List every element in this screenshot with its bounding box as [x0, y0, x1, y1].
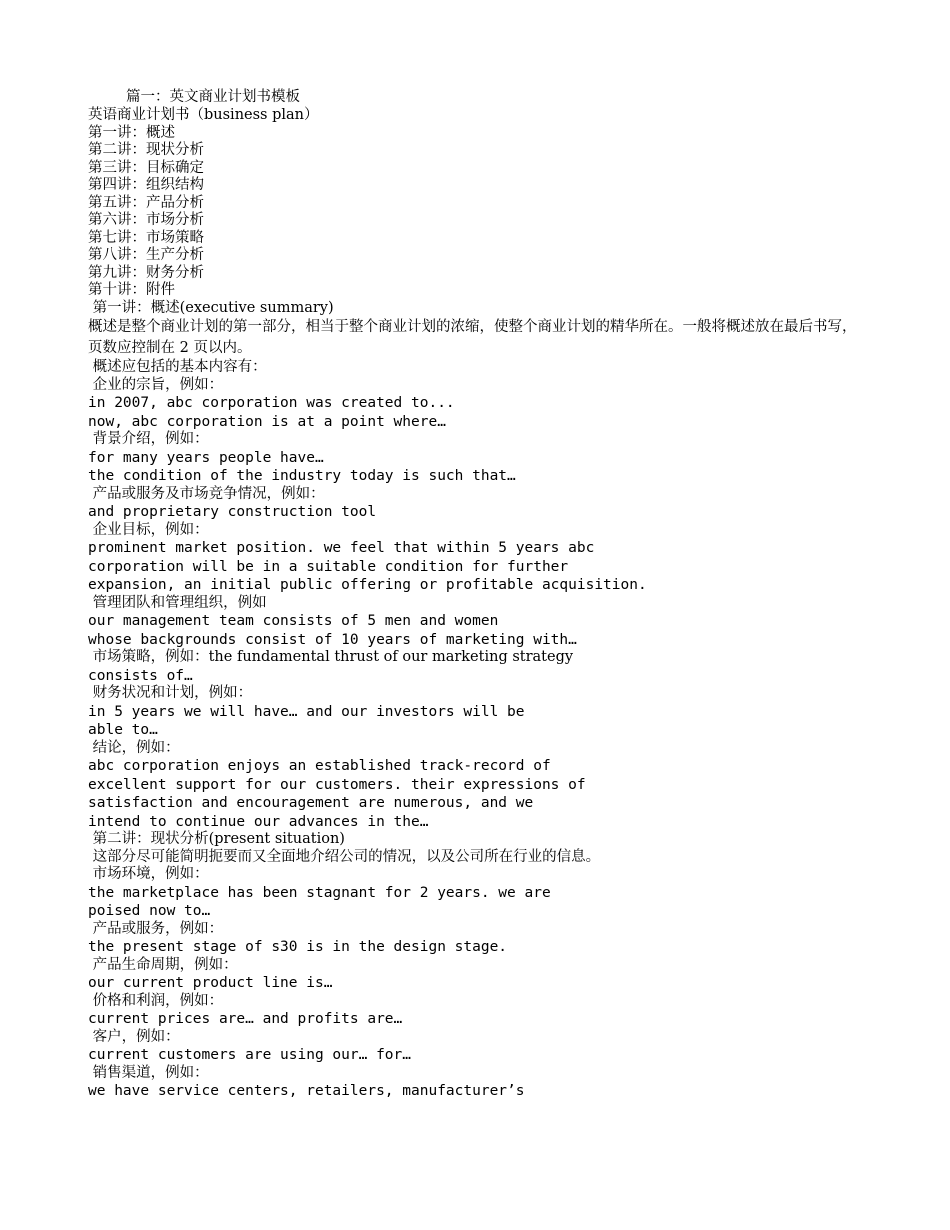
text-line: 财务状况和计划，例如： — [88, 685, 253, 701]
text-line: 第一讲：概述 — [88, 124, 175, 141]
text-line: 第二讲：现状分析 — [88, 142, 204, 158]
text-line: 第九讲：财务分析 — [88, 264, 204, 281]
text-line: 第二讲：现状分析(present situation) — [88, 831, 345, 847]
example-text-line: consists of… — [88, 667, 193, 684]
example-text-line: the present stage of s30 is in the design stage. — [88, 939, 508, 955]
example-text-line: abc corporation enjoys an established track-record of — [88, 758, 551, 774]
text-line: 产品或服务，例如： — [88, 920, 224, 937]
document-body — [88, 88, 868, 1101]
text-line: 第七讲：市场策略 — [88, 229, 204, 246]
text-line: 概述应包括的基本内容有： — [88, 359, 267, 375]
example-text-line: we have service centers, retailers, manufacturer’s — [88, 1083, 525, 1099]
text-line: 产品或服务及市场竞争情况，例如： — [88, 485, 325, 502]
example-text-line: for many years people have… — [88, 449, 324, 466]
example-text-line: corporation will be in a suitable condition for further — [88, 558, 569, 575]
example-text-line: the condition of the industry today is such that… — [88, 468, 516, 484]
example-text-line: current customers are using our… for… — [88, 1047, 412, 1063]
example-text-line: the marketplace has been stagnant for 2 years. we are — [88, 884, 551, 901]
text-line: 管理团队和管理组织，例如 — [88, 594, 267, 611]
example-text-line: whose backgrounds consist of 10 years of marketing with… — [88, 631, 577, 648]
example-text-line: satisfaction and encouragement are numerous, and we — [88, 795, 534, 811]
example-text-line: expansion, an initial public offering or profitable acquisition. — [88, 577, 647, 593]
text-line: 第四讲：组织结构 — [88, 177, 204, 193]
text-line: 市场策略，例如：the fundamental thrust of our marketing strategy — [88, 649, 574, 665]
example-text-line: in 2007, abc corporation was created to... — [88, 395, 455, 411]
document-title: 篇一：英文商业计划书模板 — [126, 89, 300, 105]
example-text-line: current prices are… and profits are… — [88, 1011, 403, 1027]
text-line: 第十讲：附件 — [88, 282, 175, 298]
example-text-line: in 5 years we will have… and our investors will be — [88, 703, 525, 720]
text-line: 第八讲：生产分析 — [88, 247, 204, 263]
example-text-line: and proprietary construction tool — [88, 504, 377, 520]
text-line: 背景介绍，例如： — [88, 431, 209, 447]
text-line: 这部分尽可能简明扼要而又全面地介绍公司的情况，以及公司所在行业的信息。 — [88, 848, 601, 865]
text-line: 概述是整个商业计划的第一部分，相当于整个商业计划的浓缩，使整个商业计划的精华所在。一般将概述放在最后书写，页数应控制在 2 页以内。 — [88, 319, 857, 356]
text-line: 客户，例如： — [88, 1028, 180, 1045]
example-text-line: able to… — [88, 722, 158, 738]
example-text-line: intend to continue our advances in the… — [88, 813, 429, 830]
text-line: 第三讲：目标确定 — [88, 159, 204, 176]
text-line: 结论，例如： — [88, 739, 180, 756]
text-line: 销售渠道，例如： — [88, 1064, 209, 1081]
text-line: 价格和利润，例如： — [88, 992, 224, 1009]
text-line: 市场环境，例如： — [88, 866, 209, 882]
example-text-line: our current product line is… — [88, 975, 333, 991]
example-text-line: now, abc corporation is at a point where… — [88, 413, 446, 430]
text-line: 第一讲：概述(executive summary) — [88, 299, 334, 316]
example-text-line: prominent market position. we feel that within 5 years abc — [88, 540, 595, 556]
text-line: 第五讲：产品分析 — [88, 194, 204, 211]
example-text-line: our management team consists of 5 men and women — [88, 613, 499, 629]
text-line: 产品生命周期，例如： — [88, 956, 238, 973]
example-text-line: excellent support for our customers. their expressions of — [88, 776, 586, 793]
text-line: 企业目标，例如： — [88, 521, 209, 538]
text-line: 英语商业计划书（business plan） — [88, 107, 319, 123]
example-text-line: poised now to… — [88, 903, 211, 919]
text-line: 企业的宗旨，例如： — [88, 376, 224, 393]
text-line: 第六讲：市场分析 — [88, 212, 204, 228]
